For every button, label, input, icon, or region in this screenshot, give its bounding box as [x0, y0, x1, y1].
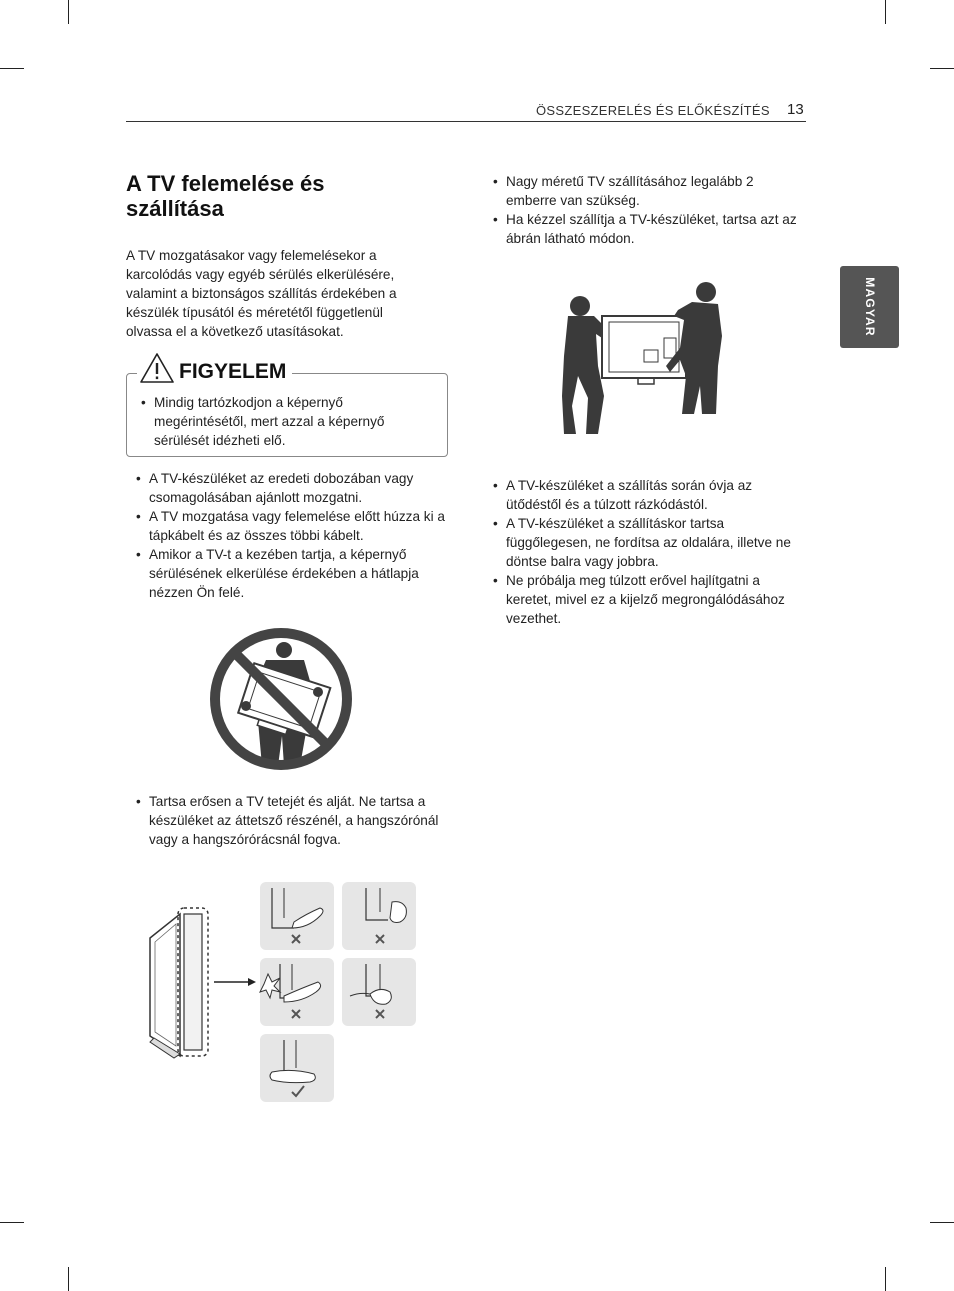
list-item: • Ha kézzel szállítja a TV-készüléket, tartsa azt az ábrán látható módon. — [493, 210, 805, 248]
tv-side-illustration — [150, 914, 180, 1056]
crop-mark — [885, 0, 886, 24]
list-item: • Amikor a TV-t a kezében tartja, a képernyő sérülésének elkerülése érdekében a hátlapja nézzen Ön felé. — [136, 545, 450, 602]
wrong-grip-icon — [260, 882, 334, 950]
left-bullet-list — [136, 469, 450, 602]
warning-list — [141, 393, 413, 450]
language-tab — [840, 266, 899, 348]
wrong-grip-icon — [260, 958, 334, 1026]
crop-mark — [930, 1222, 954, 1223]
wrong-grip-icon — [342, 958, 416, 1026]
warning-title: FIGYELEM — [179, 360, 287, 383]
right-bullet-list-2 — [493, 476, 807, 628]
section-title: ÖSSZESZERELÉS ÉS ELŐKÉSZÍTÉS — [536, 103, 770, 118]
list-item: • A TV-készüléket a szállításkor tartsa függőlegesen, ne fordítsa az oldalára, illetve ne döntse balra vagy jobbra. — [493, 514, 807, 571]
intro-paragraph: A TV mozgatásakor vagy felemelésekor a karcolódás vagy egyéb sérülés elkerülésére, valamint a biztonságos szállítás érdekében a készülék típusától és méretétől függetlenül olvassa el a következő utasításokat. — [126, 248, 397, 339]
warning-header — [137, 350, 292, 384]
crop-mark — [0, 68, 24, 69]
crop-mark — [68, 1267, 69, 1291]
page-title: A TV felemelése és szállítása — [126, 171, 325, 221]
correct-grip-icon — [260, 1034, 334, 1102]
list-item: • Ne próbálja meg túlzott erővel hajlítgatni a keretet, mivel ez a kijelző megrongálódásához vezethet. — [493, 571, 807, 628]
two-person-carry-illustration — [562, 276, 730, 436]
prohibited-carry-icon — [208, 626, 354, 772]
list-item: • A TV-készüléket a szállítás során óvja az ütődéstől és a túlzott rázkódástól. — [493, 476, 807, 514]
list-item: • A TV-készüléket az eredeti dobozában vagy csomagolásában ajánlott mozgatni. — [136, 469, 450, 507]
header-divider — [126, 121, 806, 122]
list-item: • Mindig tartózkodjon a képernyő megérintésétől, mert azzal a képernyő sérülését idézheti elő. — [141, 393, 413, 450]
language-tab-label: MAGYAR — [862, 277, 877, 337]
grip-diagram — [144, 878, 424, 1104]
warning-triangle-icon — [139, 352, 175, 384]
list-item: • Tartsa erősen a TV tetejét és alját. Ne tartsa a készüléket az áttetsző részénél, a hangszórónál vagy a hangszórórácsnál fogva. — [136, 792, 450, 849]
list-item: • A TV mozgatása vagy felemelése előtt húzza ki a tápkábelt és az összes többi kábelt. — [136, 507, 450, 545]
wrong-grip-icon — [342, 882, 416, 950]
crop-mark — [68, 0, 69, 24]
crop-mark — [885, 1267, 886, 1291]
right-bullet-list — [493, 172, 805, 248]
crop-mark — [0, 1222, 24, 1223]
crop-mark — [930, 68, 954, 69]
list-item: • Nagy méretű TV szállításához legalább 2 emberre van szükség. — [493, 172, 805, 210]
left-bullet-list-2 — [136, 792, 450, 849]
page-number: 13 — [787, 101, 804, 118]
